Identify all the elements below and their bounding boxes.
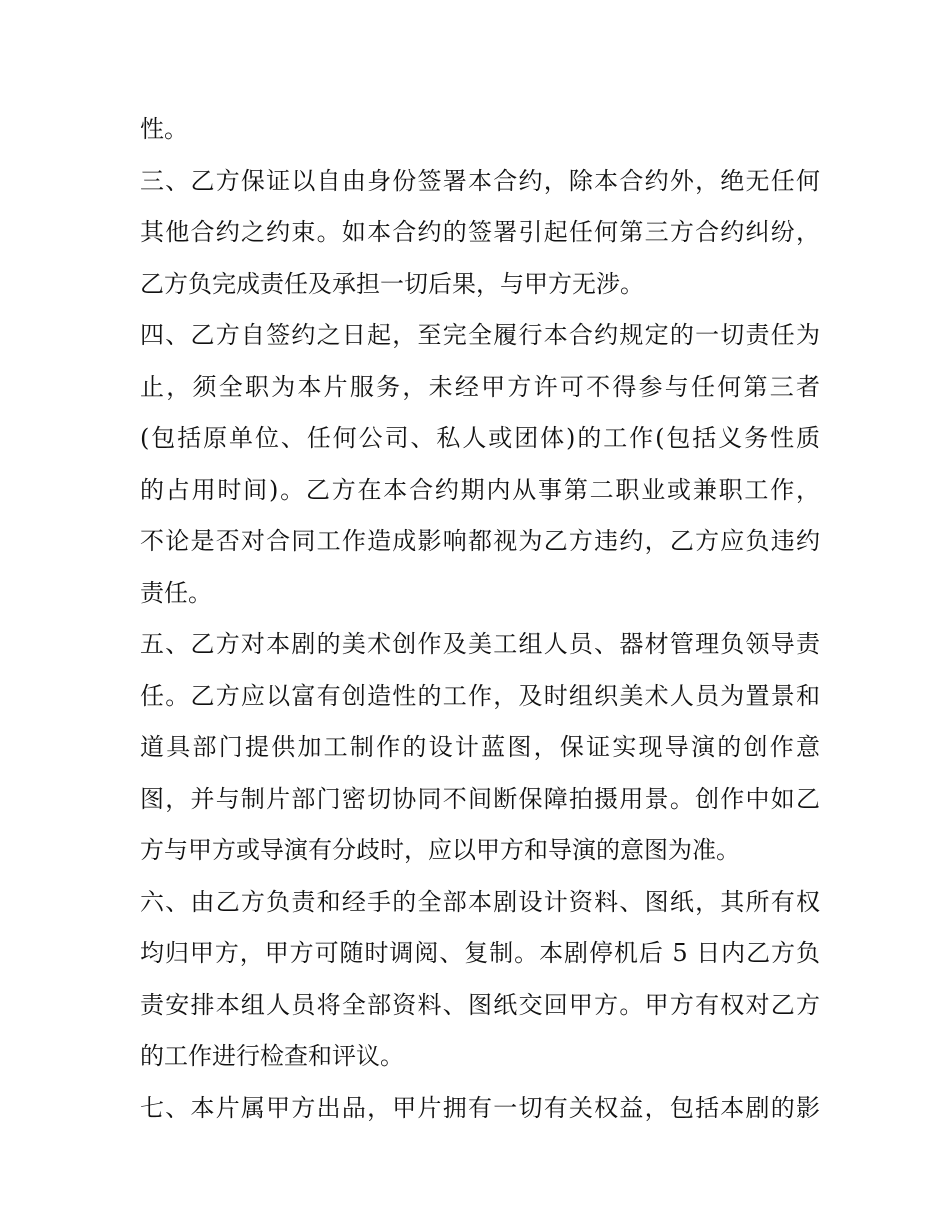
- text-line: 均归甲方，甲方可随时调阅、复制。本剧停机后 5 日内乙方负: [140, 939, 820, 967]
- text-line: 的占用时间)。乙方在本合约期内从事第二职业或兼职工作，: [140, 475, 820, 504]
- text-line: (包括原单位、任何公司、私人或团体)的工作(包括义务性质: [140, 424, 820, 452]
- text-line: 的工作进行检查和评议。: [140, 1042, 404, 1070]
- text-line: 其他合约之约束。如本合约的签署引起任何第三方合约纠纷，: [140, 218, 820, 246]
- contract-text: [140, 104, 820, 1134]
- text-line: 三、乙方保证以自由身份签署本合约，除本合约外，绝无任何: [140, 166, 820, 195]
- text-line: 四、乙方自签约之日起，至完全履行本合约规定的一切责任为: [140, 321, 820, 349]
- text-line: 不论是否对合同工作造成影响都视为乙方违约，乙方应负违约: [140, 527, 820, 555]
- text-line: 责安排本组人员将全部资料、图纸交回甲方。甲方有权对乙方: [140, 990, 820, 1019]
- text-line: 图，并与制片部门密切协同不间断保障拍摄用景。创作中如乙: [140, 784, 820, 813]
- text-line: 止，须全职为本片服务，未经甲方许可不得参与任何第三者: [140, 372, 820, 401]
- text-line: 方与甲方或导演有分歧时，应以甲方和导演的意图为准。: [140, 836, 740, 864]
- text-line: 性。: [140, 115, 188, 143]
- text-line: 乙方负完成责任及承担一切后果，与甲方无涉。: [140, 269, 644, 298]
- text-line: 六、由乙方负责和经手的全部本剧设计资料、图纸，其所有权: [140, 887, 820, 916]
- text-line: 任。乙方应以富有创造性的工作，及时组织美术人员为置景和: [140, 681, 820, 710]
- text-line: 责任。: [140, 578, 212, 607]
- text-line: 道具部门提供加工制作的设计蓝图，保证实现导演的创作意: [140, 733, 820, 761]
- text-line: 五、乙方对本剧的美术创作及美工组人员、器材管理负领导责: [140, 630, 820, 658]
- text-line: 七、本片属甲方出品，甲片拥有一切有关权益，包括本剧的影: [140, 1093, 820, 1122]
